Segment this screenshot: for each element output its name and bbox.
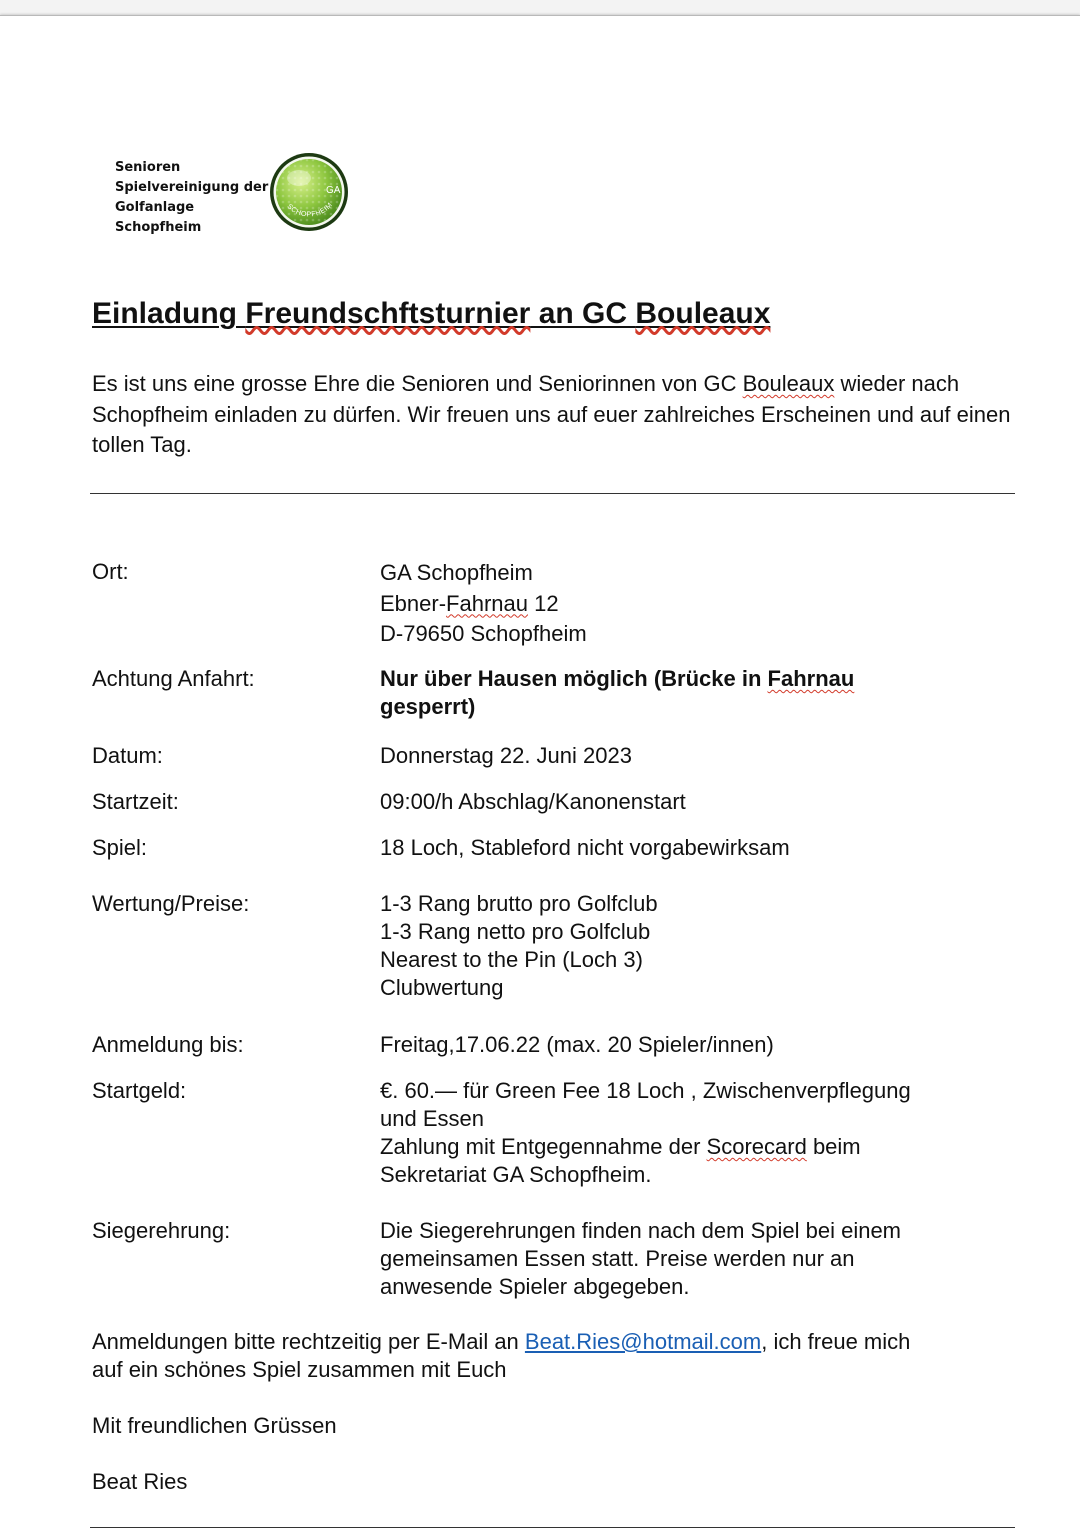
detail-value: Freitag,17.06.22 (max. 20 Spieler/innen): [380, 1032, 774, 1057]
intro-text: wieder nach Schopfheim einladen zu dürfen. Wir freuen uns auf euer zahlreiches Erscheinen und auf einen tollen Tag.: [92, 371, 1011, 457]
divider: [90, 493, 1015, 494]
title-text: an GC: [530, 297, 636, 330]
closing-paragraph: [92, 1328, 1022, 1384]
detail-label: Datum:: [92, 743, 163, 768]
fee-text: beim: [806, 1134, 861, 1159]
fee-text: Zahlung mit Entgegennahme der: [380, 1134, 707, 1159]
title-text: Einladung: [92, 297, 246, 330]
prize-line: Clubwertung: [380, 975, 504, 1000]
detail-label: Spiel:: [92, 835, 148, 860]
address-line: [380, 589, 1000, 620]
fee-line: Sekretariat GA Schopfheim.: [380, 1162, 652, 1187]
warning-text-misspelled: Fahrnau: [767, 666, 855, 691]
detail-value: 18 Loch, Stableford nicht vorgabewirksam: [380, 835, 790, 860]
detail-label: Wertung/Preise:: [92, 891, 250, 916]
greeting: Mit freundlichen Grüssen: [92, 1413, 337, 1438]
closing-text: , ich freue mich: [761, 1329, 911, 1354]
address-text: 12: [528, 590, 559, 616]
detail-label: Achtung Anfahrt:: [92, 666, 255, 691]
organization-name: [115, 158, 270, 238]
org-line: Spielvereinigung der: [115, 179, 269, 195]
divider: [90, 1527, 1015, 1528]
logo-ring-text: SCHOPFHEIM: [285, 201, 335, 219]
org-line: Golfanlage: [115, 199, 195, 215]
detail-label: Siegerehrung:: [92, 1218, 231, 1243]
detail-value: [380, 1217, 1000, 1301]
closing-text: Anmeldungen bitte rechtzeitig per E-Mail an: [92, 1329, 525, 1354]
title-text-misspelled: Bouleaux: [635, 297, 771, 330]
fee-line: [380, 1133, 1000, 1161]
intro-text: Es ist uns eine grosse Ehre die Senioren und Seniorinnen von GC: [92, 371, 743, 396]
detail-value-warning: [380, 665, 1000, 721]
detail-label: Anmeldung bis:: [92, 1032, 244, 1057]
document-title: [92, 297, 770, 331]
address-line: D-79650 Schopfheim: [380, 621, 587, 646]
letterhead: [115, 157, 350, 238]
warning-text: Nur über Hausen möglich (Brücke in: [380, 666, 768, 691]
closing-text: auf ein schönes Spiel zusammen mit Euch: [92, 1357, 507, 1382]
intro-text-misspelled: Bouleaux: [742, 371, 835, 396]
document-page: [0, 15, 1080, 1533]
logo-text: GA: [326, 185, 341, 196]
prize-line: Nearest to the Pin (Loch 3): [380, 947, 643, 972]
intro-paragraph: [92, 369, 1022, 461]
address-text-misspelled: Fahrnau: [446, 590, 528, 616]
signature: Beat Ries: [92, 1469, 188, 1494]
detail-value: [380, 1077, 1000, 1189]
prize-line: 1-3 Rang netto pro Golfclub: [380, 919, 651, 944]
org-line: Senioren: [115, 159, 181, 175]
email-link[interactable]: Beat.Ries@hotmail.com: [524, 1329, 762, 1354]
detail-value: [380, 558, 1000, 650]
ceremony-line: Die Siegerehrungen finden nach dem Spiel bei einem: [380, 1218, 902, 1243]
address-text: Ebner-: [380, 590, 447, 616]
fee-line: und Essen: [380, 1106, 484, 1131]
fee-line: €. 60.— für Green Fee 18 Loch , Zwischenverpflegung: [380, 1078, 911, 1103]
detail-value: 09:00/h Abschlag/Kanonenstart: [380, 789, 686, 814]
fee-text-misspelled: Scorecard: [706, 1134, 807, 1159]
address-line: GA Schopfheim: [380, 560, 533, 585]
title-text-misspelled: Freundschftsturnier: [245, 297, 531, 330]
detail-value: [380, 890, 1000, 1002]
prize-line: 1-3 Rang brutto pro Golfclub: [380, 891, 658, 916]
detail-label: Ort:: [92, 559, 129, 584]
warning-line: gesperrt): [380, 694, 476, 719]
detail-label: Startzeit:: [92, 789, 179, 814]
detail-value: Donnerstag 22. Juni 2023: [380, 743, 632, 768]
org-line: Schopfheim: [115, 219, 202, 235]
ceremony-line: anwesende Spieler abgegeben.: [380, 1274, 690, 1299]
detail-label: Startgeld:: [92, 1078, 187, 1103]
ceremony-line: gemeinsamen Essen statt. Preise werden nur an: [380, 1246, 855, 1271]
warning-line: [380, 665, 1000, 693]
golf-ball-logo: [268, 151, 350, 238]
